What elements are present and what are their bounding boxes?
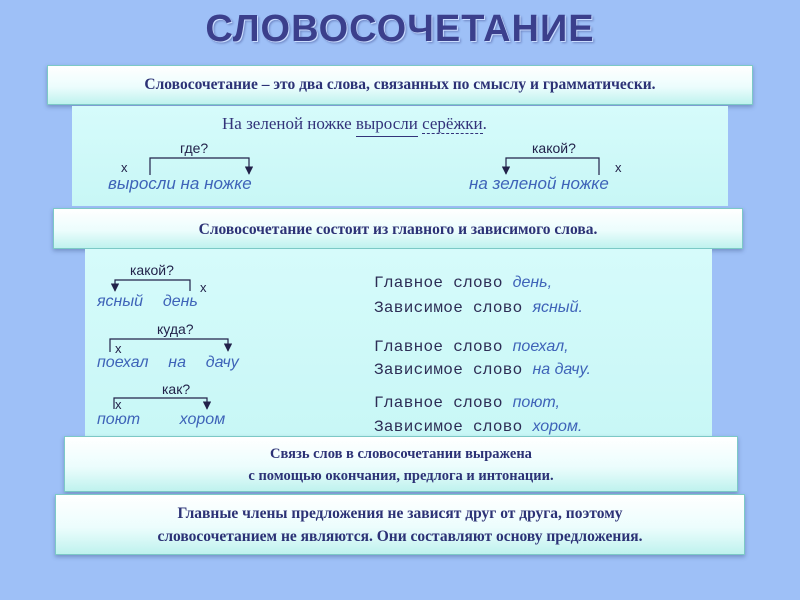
dependent-word-line: Зависимое слово хором. (374, 418, 583, 436)
dependent-word-value: на дачу. (532, 361, 591, 378)
main-members-banner: Главные члены предложения не зависят друг от друга, поэтому словосочетанием не являются. Они составляют основу предложения. (55, 494, 745, 555)
dependent-word-line: Зависимое слово на дачу. (374, 361, 591, 379)
sentence-predicate: выросли (355, 114, 418, 133)
sentence-start: На зеленой ножке (222, 114, 356, 133)
dependent-word-line: Зависимое слово ясный. (374, 299, 583, 317)
question-label: какой? (532, 140, 576, 156)
head-mark: x (615, 160, 622, 175)
phrase-поехал-на-дачу (97, 354, 239, 372)
main-word: поют (97, 411, 141, 428)
phrase-поют-хором (97, 411, 225, 429)
preposition-word: на (168, 354, 186, 371)
question-label: как? (162, 381, 191, 397)
dependent-word: ясный (97, 293, 144, 310)
link-banner: Связь слов в словосочетании выражена с помощью окончания, предлога и интонации. (64, 436, 738, 492)
question-label: где? (180, 140, 209, 156)
sentence-subject: серёжки (422, 114, 483, 133)
definition-banner: Словосочетание – это два слова, связанных по смыслу и грамматически. (47, 65, 753, 105)
head-mark: x (200, 280, 207, 295)
main-word-value: поехал, (512, 338, 569, 355)
dependent-word: хором (179, 411, 226, 428)
main-word-line: Главное слово день, (374, 274, 553, 292)
phrase-ясный-день (97, 293, 198, 311)
head-mark: x (115, 397, 122, 412)
main-word: день (162, 293, 198, 310)
head-mark: x (121, 160, 128, 175)
main-word-line: Главное слово поехал, (374, 338, 569, 356)
structure-banner: Словосочетание состоит из главного и зависимого слова. (53, 208, 743, 249)
slide-title: СЛОВОСОЧЕТАНИЕ (205, 8, 595, 50)
question-label: куда? (157, 321, 194, 337)
example-phrase: выросли на ножке (108, 174, 252, 193)
example-phrase: на зеленой ножке (469, 174, 609, 193)
main-word: поехал (97, 354, 149, 371)
dependent-word-value: хором. (532, 418, 583, 435)
head-mark: x (115, 341, 122, 356)
main-word-line: Главное слово поют, (374, 394, 560, 412)
dependent-word-value: ясный. (532, 299, 583, 316)
main-word-value: поют, (512, 394, 560, 411)
question-label: какой? (130, 262, 174, 278)
example-sentence: На зеленой ножке выросли серёжки. (222, 114, 487, 133)
main-word-value: день, (512, 274, 553, 291)
dependent-word: дачу (205, 354, 239, 371)
